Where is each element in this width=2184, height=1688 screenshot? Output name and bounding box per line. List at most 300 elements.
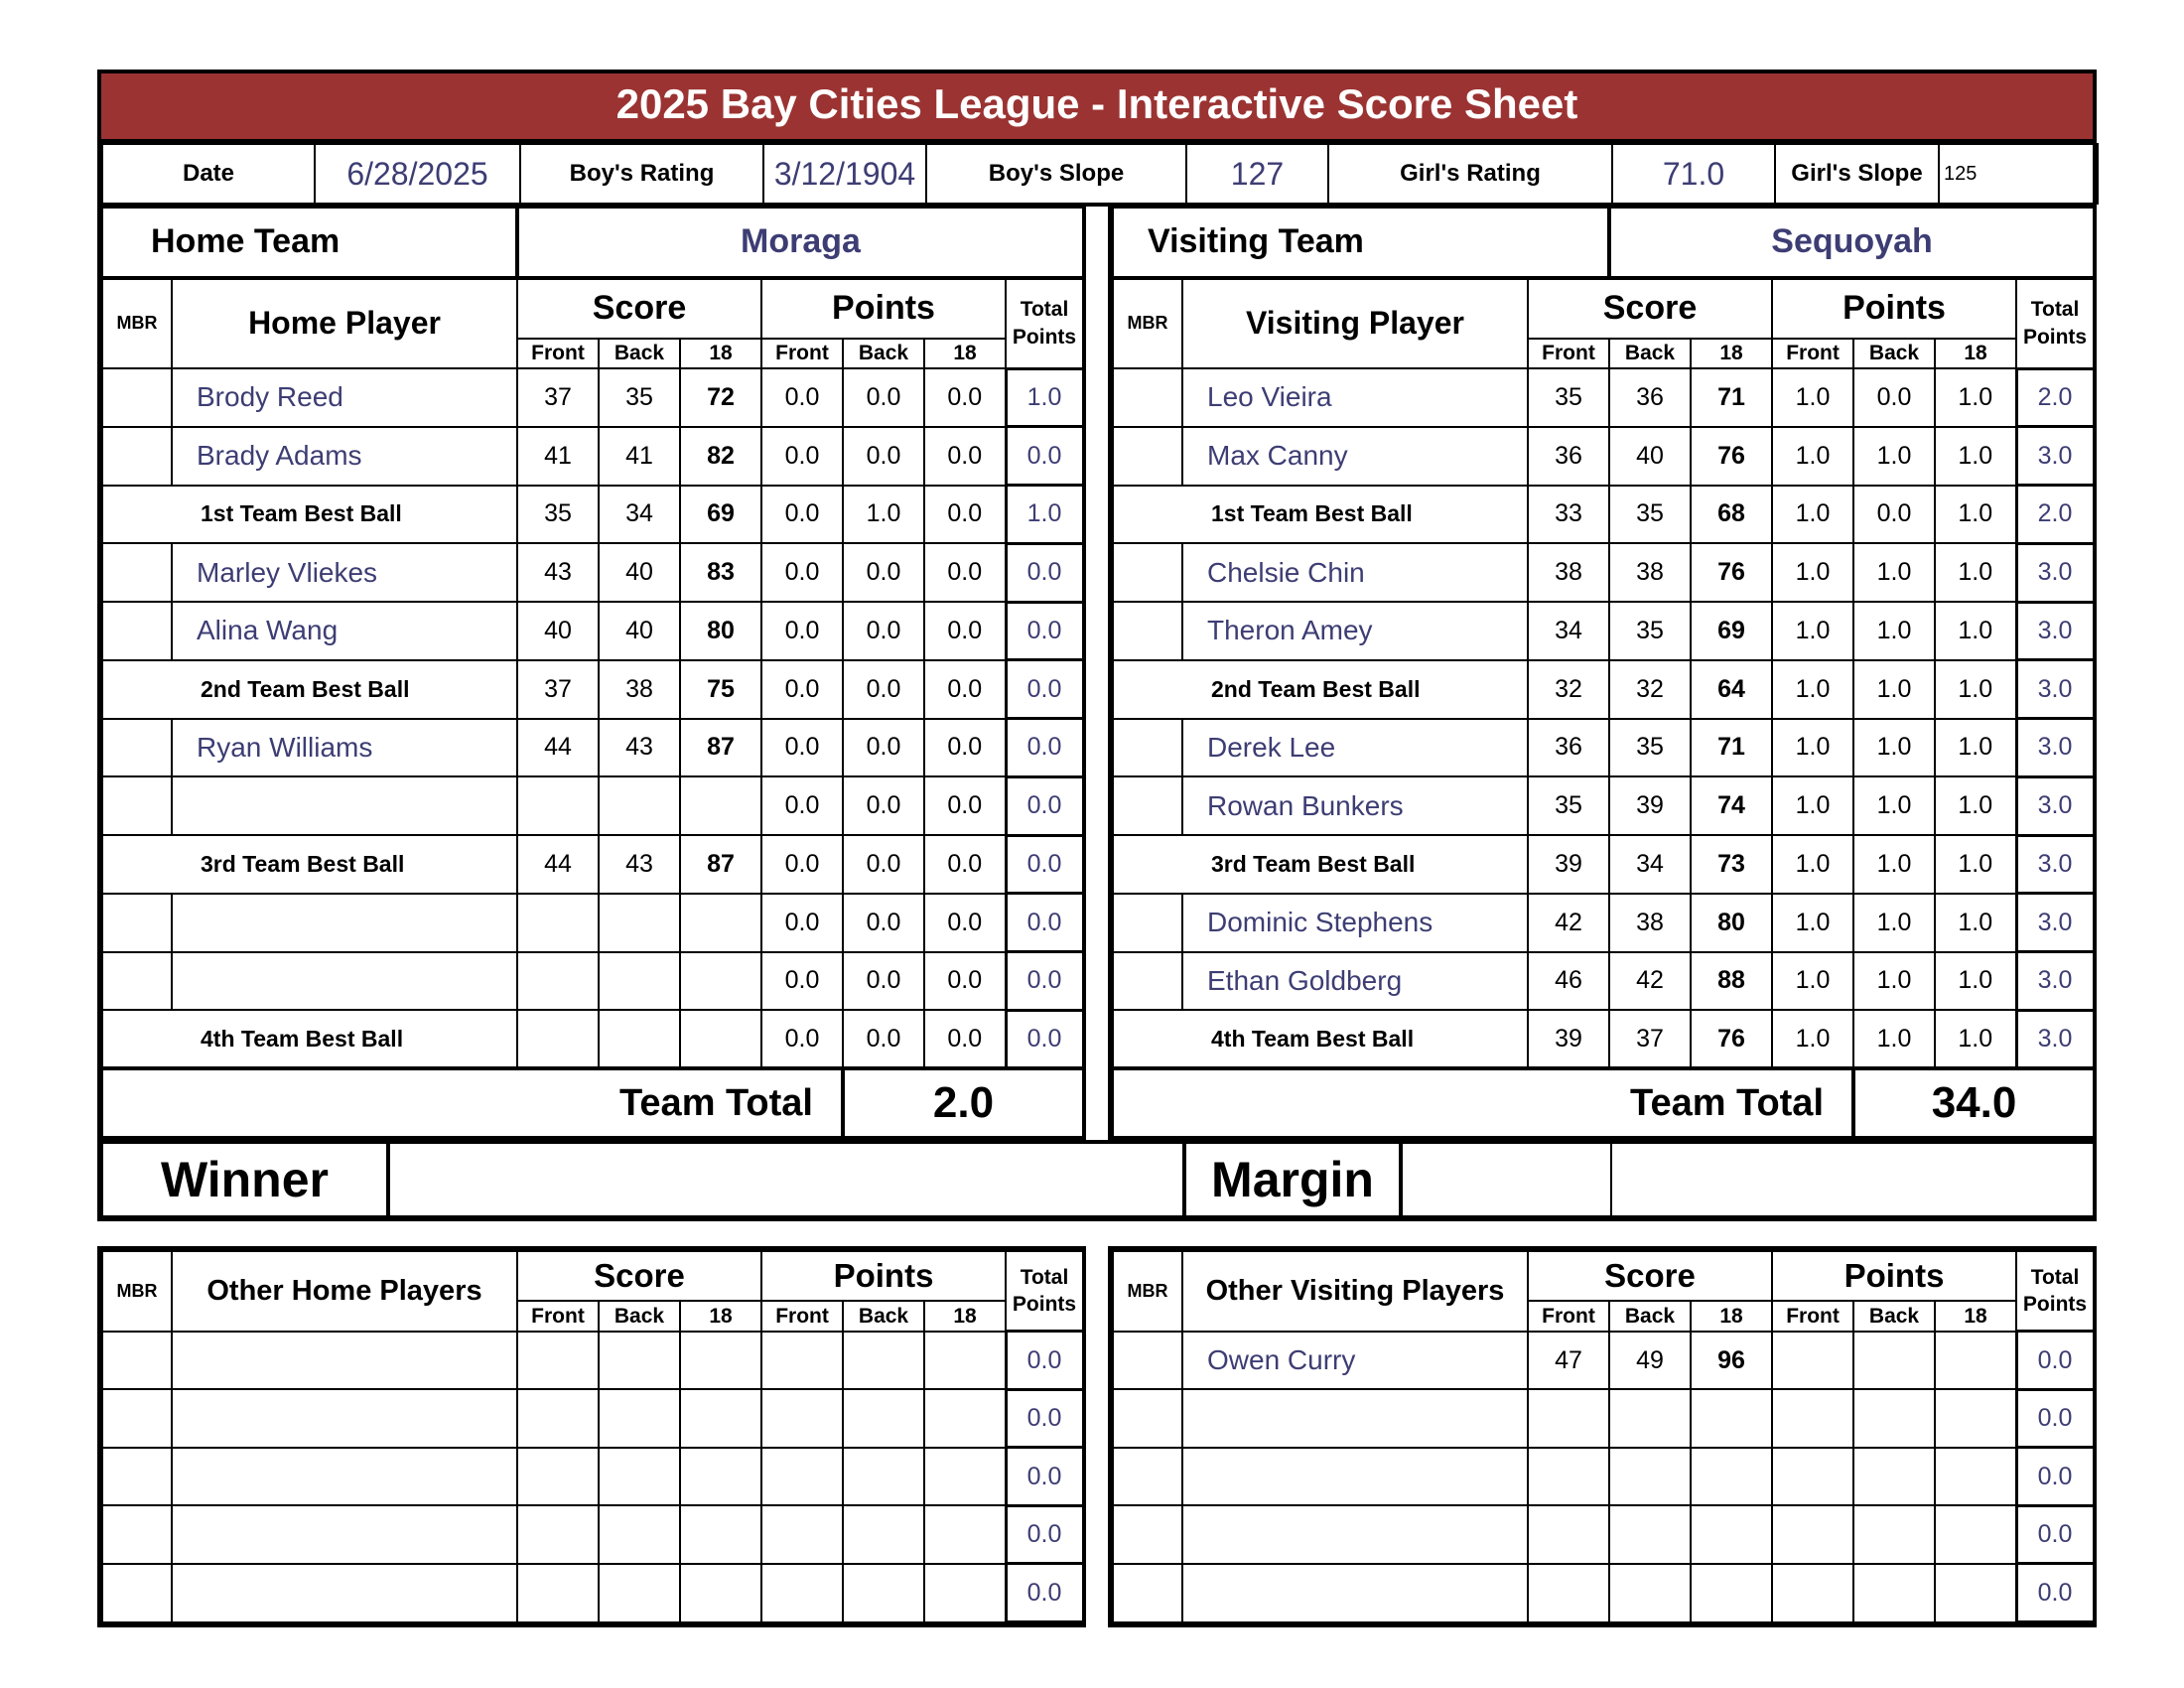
points-back-cell: 1.0 — [1853, 660, 1935, 719]
other-player-row — [102, 1332, 1083, 1390]
player-row — [102, 543, 1083, 602]
player-name-field[interactable]: Ryan Williams — [172, 719, 517, 777]
total-points-cell: 0.0 — [1006, 835, 1083, 894]
total-points-header: Total Points — [2016, 278, 2094, 368]
best-ball-label: 4th Team Best Ball — [1113, 1010, 1528, 1068]
mbr-cell[interactable] — [1113, 543, 1182, 602]
total-points-cell: 1.0 — [1006, 368, 1083, 427]
score-18-cell: 71 — [1691, 719, 1772, 777]
score-18-cell: 87 — [680, 835, 761, 894]
points-front-cell: 0.0 — [761, 602, 843, 660]
player-name-field[interactable] — [172, 1332, 517, 1390]
points-back-cell: 0.0 — [843, 427, 924, 486]
boys-rating-field[interactable]: 3/12/1904 — [763, 144, 926, 204]
points-18-cell: 1.0 — [1935, 719, 2016, 777]
score-back-cell: 37 — [1609, 1010, 1691, 1068]
mbr-cell[interactable] — [1113, 1448, 1182, 1506]
score-back-cell[interactable]: 40 — [599, 543, 680, 602]
score-front-cell[interactable]: 35 — [1528, 776, 1609, 835]
total-points-cell: 0.0 — [1006, 602, 1083, 660]
score-18-cell: 76 — [1691, 543, 1772, 602]
player-name-field[interactable] — [172, 1505, 517, 1564]
score-back-cell[interactable]: 38 — [1609, 894, 1691, 952]
player-row — [1113, 776, 2094, 835]
other-player-row — [102, 1389, 1083, 1448]
score-front-cell[interactable] — [517, 894, 599, 952]
score-back-cell: 34 — [599, 486, 680, 544]
points-back-cell — [1853, 1505, 1935, 1564]
points-18-cell — [924, 1505, 1006, 1564]
best-ball-label: 4th Team Best Ball — [102, 1010, 517, 1068]
score-back-cell[interactable]: 38 — [1609, 543, 1691, 602]
other-player-row — [1113, 1505, 2094, 1564]
mbr-cell[interactable] — [1113, 1389, 1182, 1448]
other-home-section — [97, 1246, 1086, 1627]
score-front-cell[interactable]: 46 — [1528, 952, 1609, 1011]
score-front-cell: 44 — [517, 835, 599, 894]
score-18-cell: 64 — [1691, 660, 1772, 719]
score-front-cell[interactable] — [1528, 1389, 1609, 1448]
points-front-cell: 1.0 — [1772, 368, 1853, 427]
points-18-header: 18 — [924, 1301, 1006, 1331]
score-back-cell[interactable] — [599, 1505, 680, 1564]
score-back-cell[interactable]: 39 — [1609, 776, 1691, 835]
total-points-cell: 1.0 — [1006, 486, 1083, 544]
score-front-cell[interactable]: 36 — [1528, 427, 1609, 486]
score-front-cell[interactable] — [517, 1332, 599, 1390]
total-points-header: Total Points — [1006, 278, 1083, 368]
points-back-cell: 1.0 — [1853, 1010, 1935, 1068]
points-header: Points — [761, 278, 1006, 339]
points-18-cell: 0.0 — [924, 602, 1006, 660]
other-player-row — [1113, 1564, 2094, 1622]
result-row — [97, 1140, 2097, 1221]
score-back-cell[interactable]: 35 — [1609, 602, 1691, 660]
points-back-cell — [843, 1448, 924, 1506]
player-name-field[interactable] — [1182, 1389, 1528, 1448]
score-front-header: Front — [1528, 1301, 1609, 1331]
score-18-cell — [680, 776, 761, 835]
total-points-cell: 0.0 — [1006, 1332, 1083, 1390]
player-name-field[interactable] — [172, 776, 517, 835]
total-points-cell: 0.0 — [1006, 894, 1083, 952]
points-front-cell — [761, 1448, 843, 1506]
mbr-cell[interactable] — [102, 719, 172, 777]
points-18-cell: 0.0 — [924, 660, 1006, 719]
score-front-cell[interactable]: 43 — [517, 543, 599, 602]
score-18-cell — [680, 894, 761, 952]
total-points-cell: 0.0 — [1006, 1448, 1083, 1506]
mbr-cell[interactable] — [1113, 894, 1182, 952]
mbr-cell[interactable] — [1113, 602, 1182, 660]
points-front-cell: 0.0 — [761, 427, 843, 486]
points-back-cell: 1.0 — [1853, 952, 1935, 1011]
mbr-cell[interactable] — [102, 1389, 172, 1448]
total-points-cell: 2.0 — [2016, 368, 2094, 427]
player-name-field[interactable]: Brody Reed — [172, 368, 517, 427]
player-name-field[interactable] — [1182, 1564, 1528, 1622]
points-18-cell — [1935, 1332, 2016, 1390]
points-front-cell — [761, 1332, 843, 1390]
mbr-cell[interactable] — [1113, 1564, 1182, 1622]
score-front-cell[interactable] — [1528, 1448, 1609, 1506]
score-18-cell: 76 — [1691, 1010, 1772, 1068]
points-front-cell: 0.0 — [761, 660, 843, 719]
score-front-cell[interactable]: 47 — [1528, 1332, 1609, 1390]
points-18-cell: 1.0 — [1935, 952, 2016, 1011]
total-points-cell: 0.0 — [1006, 543, 1083, 602]
mbr-cell[interactable] — [1113, 368, 1182, 427]
points-back-cell: 0.0 — [1853, 486, 1935, 544]
player-name-field[interactable] — [172, 894, 517, 952]
home-player-header: Home Player — [172, 278, 517, 368]
points-front-cell: 0.0 — [761, 543, 843, 602]
mbr-cell[interactable] — [1113, 1332, 1182, 1390]
points-front-cell: 1.0 — [1772, 602, 1853, 660]
other-visiting-header: Other Visiting Players — [1182, 1251, 1528, 1332]
team-total-row — [102, 1068, 1083, 1137]
score-back-cell[interactable] — [599, 952, 680, 1011]
points-front-header: Front — [761, 1301, 843, 1331]
score-back-cell[interactable] — [599, 894, 680, 952]
points-back-cell: 0.0 — [843, 660, 924, 719]
score-18-cell: 88 — [1691, 952, 1772, 1011]
points-front-cell: 1.0 — [1772, 952, 1853, 1011]
score-18-header: 18 — [680, 1301, 761, 1331]
points-back-cell: 0.0 — [843, 1010, 924, 1068]
best-ball-row — [102, 835, 1083, 894]
total-points-cell: 3.0 — [2016, 602, 2094, 660]
team-total-value: 2.0 — [843, 1068, 1083, 1137]
best-ball-row — [1113, 1010, 2094, 1068]
margin-field[interactable] — [1401, 1143, 1611, 1216]
score-front-cell[interactable] — [517, 1389, 599, 1448]
score-back-cell: 34 — [1609, 835, 1691, 894]
girls-slope-label: Girl's Slope — [1775, 144, 1939, 204]
score-18-cell — [1691, 1389, 1772, 1448]
score-front-cell[interactable]: 38 — [1528, 543, 1609, 602]
points-back-cell: 0.0 — [843, 894, 924, 952]
mbr-cell[interactable] — [102, 427, 172, 486]
score-front-cell[interactable] — [517, 1505, 599, 1564]
points-back-cell — [1853, 1564, 1935, 1622]
points-back-cell: 0.0 — [843, 543, 924, 602]
score-back-cell[interactable] — [599, 1564, 680, 1622]
visiting-team-label: Visiting Team — [1113, 208, 1609, 278]
total-points-header: Total Points — [2016, 1251, 2094, 1332]
points-18-cell: 0.0 — [924, 776, 1006, 835]
score-back-cell[interactable] — [1609, 1389, 1691, 1448]
player-name-field[interactable] — [1182, 1505, 1528, 1564]
points-front-cell: 1.0 — [1772, 427, 1853, 486]
score-front-cell[interactable] — [1528, 1564, 1609, 1622]
player-row — [102, 427, 1083, 486]
points-back-cell: 1.0 — [1853, 427, 1935, 486]
score-front-cell: 33 — [1528, 486, 1609, 544]
player-name-field[interactable]: Alina Wang — [172, 602, 517, 660]
score-back-cell[interactable] — [599, 1389, 680, 1448]
points-18-cell: 1.0 — [1935, 543, 2016, 602]
player-row — [1113, 894, 2094, 952]
boys-slope-field[interactable]: 127 — [1186, 144, 1328, 204]
mbr-cell[interactable] — [1113, 427, 1182, 486]
date-field[interactable]: 6/28/2025 — [315, 144, 520, 204]
other-player-row — [1113, 1389, 2094, 1448]
best-ball-row — [1113, 486, 2094, 544]
total-points-cell: 0.0 — [2016, 1448, 2094, 1506]
best-ball-row — [102, 1010, 1083, 1068]
score-back-cell[interactable]: 36 — [1609, 368, 1691, 427]
player-name-field[interactable]: Brady Adams — [172, 427, 517, 486]
score-front-cell[interactable]: 44 — [517, 719, 599, 777]
score-front-cell[interactable]: 34 — [1528, 602, 1609, 660]
total-points-cell: 0.0 — [1006, 1389, 1083, 1448]
player-name-field[interactable]: Leo Vieira — [1182, 368, 1528, 427]
total-points-cell: 0.0 — [1006, 719, 1083, 777]
score-back-cell: 43 — [599, 835, 680, 894]
score-18-cell: 68 — [1691, 486, 1772, 544]
points-back-header: Back — [1853, 1301, 1935, 1331]
score-front-cell: 35 — [517, 486, 599, 544]
mbr-cell[interactable] — [102, 1564, 172, 1622]
mbr-cell[interactable] — [102, 368, 172, 427]
points-front-cell — [1772, 1389, 1853, 1448]
score-back-cell: 32 — [1609, 660, 1691, 719]
score-back-cell[interactable] — [599, 1332, 680, 1390]
total-points-cell: 2.0 — [2016, 486, 2094, 544]
score-18-cell: 69 — [1691, 602, 1772, 660]
score-front-cell: 32 — [1528, 660, 1609, 719]
score-18-cell — [680, 952, 761, 1011]
player-name-field[interactable] — [172, 1564, 517, 1622]
best-ball-label: 2nd Team Best Ball — [1113, 660, 1528, 719]
score-back-cell[interactable]: 41 — [599, 427, 680, 486]
points-18-cell: 0.0 — [924, 543, 1006, 602]
score-18-cell: 96 — [1691, 1332, 1772, 1390]
points-18-cell: 1.0 — [1935, 660, 2016, 719]
player-row — [1113, 427, 2094, 486]
score-front-cell[interactable] — [517, 1448, 599, 1506]
team-total-label: Team Total — [102, 1068, 843, 1137]
mbr-cell[interactable] — [1113, 719, 1182, 777]
mbr-header: MBR — [102, 1251, 172, 1332]
winner-label: Winner — [102, 1143, 388, 1216]
points-18-cell: 0.0 — [924, 1010, 1006, 1068]
total-points-cell: 0.0 — [1006, 952, 1083, 1011]
visiting-team-name[interactable]: Sequoyah — [1609, 208, 2094, 278]
mbr-cell[interactable] — [102, 1505, 172, 1564]
best-ball-label: 2nd Team Best Ball — [102, 660, 517, 719]
player-name-field[interactable]: Dominic Stephens — [1182, 894, 1528, 952]
score-18-header: 18 — [1691, 339, 1772, 368]
points-back-cell: 0.0 — [1853, 368, 1935, 427]
score-back-cell[interactable]: 49 — [1609, 1332, 1691, 1390]
total-points-cell: 3.0 — [2016, 835, 2094, 894]
score-18-cell: 69 — [680, 486, 761, 544]
player-name-field[interactable]: Chelsie Chin — [1182, 543, 1528, 602]
player-name-field[interactable]: Owen Curry — [1182, 1332, 1528, 1390]
points-back-header: Back — [1853, 339, 1935, 368]
player-row — [1113, 952, 2094, 1011]
result-extra-field — [1611, 1143, 2094, 1216]
score-front-cell[interactable]: 42 — [1528, 894, 1609, 952]
points-18-cell: 1.0 — [1935, 486, 2016, 544]
score-back-cell[interactable]: 43 — [599, 719, 680, 777]
best-ball-label: 1st Team Best Ball — [102, 486, 517, 544]
winner-field[interactable] — [388, 1143, 1184, 1216]
score-front-cell[interactable]: 40 — [517, 602, 599, 660]
best-ball-row — [1113, 835, 2094, 894]
score-front-cell[interactable] — [517, 952, 599, 1011]
points-front-cell: 0.0 — [761, 776, 843, 835]
points-front-cell: 1.0 — [1772, 486, 1853, 544]
points-18-cell — [1935, 1505, 2016, 1564]
other-player-row — [102, 1505, 1083, 1564]
points-18-header: 18 — [1935, 339, 2016, 368]
mbr-cell[interactable] — [102, 1332, 172, 1390]
player-name-field[interactable] — [172, 1448, 517, 1506]
points-header: Points — [1772, 1251, 2016, 1301]
points-front-cell: 0.0 — [761, 1010, 843, 1068]
score-front-cell: 37 — [517, 660, 599, 719]
points-front-cell: 1.0 — [1772, 894, 1853, 952]
score-back-cell[interactable]: 40 — [599, 602, 680, 660]
score-18-cell: 80 — [680, 602, 761, 660]
points-back-cell: 1.0 — [1853, 776, 1935, 835]
player-name-field[interactable] — [172, 1389, 517, 1448]
score-back-header: Back — [599, 339, 680, 368]
player-name-field[interactable]: Marley Vliekes — [172, 543, 517, 602]
score-back-cell[interactable] — [599, 776, 680, 835]
player-row — [102, 952, 1083, 1011]
best-ball-row — [102, 660, 1083, 719]
mbr-cell[interactable] — [102, 602, 172, 660]
player-name-field[interactable]: Rowan Bunkers — [1182, 776, 1528, 835]
score-18-cell — [1691, 1564, 1772, 1622]
team-total-value: 34.0 — [1853, 1068, 2094, 1137]
points-18-cell: 0.0 — [924, 368, 1006, 427]
points-back-cell: 1.0 — [843, 486, 924, 544]
points-18-cell: 0.0 — [924, 894, 1006, 952]
points-18-cell: 0.0 — [924, 952, 1006, 1011]
home-team-name[interactable]: Moraga — [517, 208, 1083, 278]
mbr-cell[interactable] — [102, 1448, 172, 1506]
mbr-cell[interactable] — [1113, 1505, 1182, 1564]
points-front-cell — [1772, 1505, 1853, 1564]
score-back-cell[interactable] — [1609, 1564, 1691, 1622]
score-front-cell[interactable] — [517, 1564, 599, 1622]
score-back-cell[interactable] — [599, 1448, 680, 1506]
points-front-cell: 0.0 — [761, 894, 843, 952]
score-front-cell[interactable] — [517, 776, 599, 835]
score-back-cell[interactable] — [1609, 1448, 1691, 1506]
points-18-cell — [1935, 1389, 2016, 1448]
total-points-cell: 0.0 — [2016, 1389, 2094, 1448]
player-row — [1113, 368, 2094, 427]
score-front-cell[interactable] — [1528, 1505, 1609, 1564]
total-points-cell: 0.0 — [1006, 1564, 1083, 1622]
mbr-cell[interactable] — [102, 894, 172, 952]
player-name-field[interactable]: Theron Amey — [1182, 602, 1528, 660]
points-front-header: Front — [761, 339, 843, 368]
score-front-cell[interactable]: 41 — [517, 427, 599, 486]
player-name-field[interactable] — [1182, 1448, 1528, 1506]
points-front-cell: 1.0 — [1772, 719, 1853, 777]
score-front-cell: 39 — [1528, 1010, 1609, 1068]
mbr-header: MBR — [1113, 278, 1182, 368]
total-points-cell: 0.0 — [1006, 776, 1083, 835]
points-back-cell — [843, 1564, 924, 1622]
other-player-row — [102, 1448, 1083, 1506]
team-total-label: Team Total — [1113, 1068, 1853, 1137]
other-player-row — [1113, 1448, 2094, 1506]
score-back-cell[interactable]: 35 — [599, 368, 680, 427]
girls-rating-field[interactable]: 71.0 — [1612, 144, 1775, 204]
points-front-cell: 0.0 — [761, 719, 843, 777]
points-18-cell: 1.0 — [1935, 776, 2016, 835]
points-18-cell: 1.0 — [1935, 835, 2016, 894]
player-name-field[interactable]: Derek Lee — [1182, 719, 1528, 777]
boys-slope-label: Boy's Slope — [926, 144, 1186, 204]
mbr-cell[interactable] — [1113, 952, 1182, 1011]
score-18-cell: 75 — [680, 660, 761, 719]
mbr-cell[interactable] — [102, 776, 172, 835]
other-home-header: Other Home Players — [172, 1251, 517, 1332]
score-back-header: Back — [1609, 1301, 1691, 1331]
score-front-cell[interactable]: 36 — [1528, 719, 1609, 777]
points-18-cell: 1.0 — [1935, 427, 2016, 486]
team-total-row — [1113, 1068, 2094, 1137]
info-row — [97, 139, 2097, 207]
player-row — [102, 368, 1083, 427]
girls-slope-field[interactable]: 125 — [1939, 144, 2098, 204]
score-back-cell[interactable] — [1609, 1505, 1691, 1564]
player-name-field[interactable]: Max Canny — [1182, 427, 1528, 486]
score-header: Score — [517, 278, 761, 339]
points-header: Points — [1772, 278, 2016, 339]
score-back-cell[interactable]: 42 — [1609, 952, 1691, 1011]
score-18-header: 18 — [1691, 1301, 1772, 1331]
points-back-cell: 0.0 — [843, 719, 924, 777]
girls-rating-label: Girl's Rating — [1328, 144, 1612, 204]
score-header: Score — [1528, 278, 1772, 339]
points-front-cell — [1772, 1332, 1853, 1390]
total-points-cell: 0.0 — [1006, 1505, 1083, 1564]
points-back-cell: 1.0 — [1853, 894, 1935, 952]
mbr-cell[interactable] — [102, 543, 172, 602]
player-name-field[interactable]: Ethan Goldberg — [1182, 952, 1528, 1011]
points-back-header: Back — [843, 1301, 924, 1331]
player-name-field[interactable] — [172, 952, 517, 1011]
score-front-cell[interactable]: 37 — [517, 368, 599, 427]
mbr-cell[interactable] — [102, 952, 172, 1011]
mbr-header: MBR — [102, 278, 172, 368]
total-points-cell: 0.0 — [2016, 1332, 2094, 1390]
total-points-cell: 3.0 — [2016, 543, 2094, 602]
score-18-cell — [680, 1505, 761, 1564]
points-18-cell: 0.0 — [924, 427, 1006, 486]
points-front-cell: 1.0 — [1772, 660, 1853, 719]
score-back-cell[interactable]: 40 — [1609, 427, 1691, 486]
points-back-cell: 1.0 — [1853, 835, 1935, 894]
score-front-cell[interactable]: 35 — [1528, 368, 1609, 427]
mbr-cell[interactable] — [1113, 776, 1182, 835]
points-back-cell — [1853, 1448, 1935, 1506]
points-back-cell: 0.0 — [843, 835, 924, 894]
points-front-cell: 0.0 — [761, 368, 843, 427]
score-back-cell[interactable]: 35 — [1609, 719, 1691, 777]
player-row — [102, 719, 1083, 777]
